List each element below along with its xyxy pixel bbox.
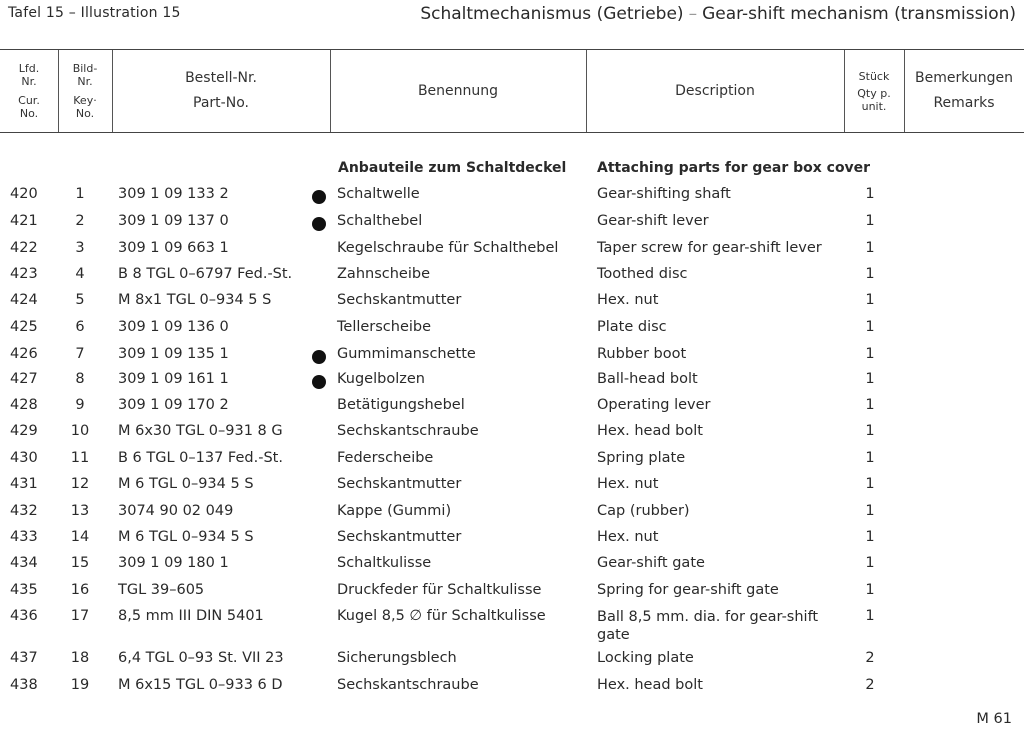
quantity: 1 [865, 240, 875, 256]
current-no: 428 [10, 397, 38, 413]
key-no: 17 [70, 608, 90, 624]
description: Taper screw for gear-shift lever [597, 240, 822, 256]
description: Locking plate [597, 650, 694, 666]
quantity: 1 [865, 346, 875, 362]
current-no: 438 [10, 677, 38, 693]
description: Spring for gear-shift gate [597, 582, 779, 598]
part-no: 309 1 09 137 0 [118, 213, 229, 229]
table-row [0, 650, 1024, 670]
part-no: 309 1 09 135 1 [118, 346, 229, 362]
quantity: 1 [865, 555, 875, 571]
part-no: B 6 TGL 0–137 Fed.-St. [118, 450, 283, 466]
benennung: Sicherungsblech [337, 650, 457, 666]
benennung: Betätigungshebel [337, 397, 465, 413]
quantity: 2 [865, 650, 875, 666]
table-row [0, 608, 1024, 643]
benennung: Zahnscheibe [337, 266, 430, 282]
header-text: Bemerkungen [914, 70, 1014, 86]
part-no: 309 1 09 663 1 [118, 240, 229, 256]
quantity: 1 [865, 371, 875, 387]
table-row [0, 476, 1024, 496]
benennung: Sechskantmutter [337, 292, 462, 308]
current-no: 420 [10, 186, 38, 202]
header-text: Qty p. [857, 86, 891, 100]
current-no: 425 [10, 319, 38, 335]
table-row [0, 213, 1024, 233]
benennung: Federscheibe [337, 450, 434, 466]
part-no: M 6 TGL 0–934 5 S [118, 476, 254, 492]
quantity: 1 [865, 529, 875, 545]
description: Hex. nut [597, 529, 659, 545]
header-qty [844, 50, 904, 132]
current-no: 437 [10, 650, 38, 666]
quantity: 1 [865, 608, 875, 624]
section-heading-en: Attaching parts for gear box cover [597, 160, 871, 176]
key-no: 9 [75, 397, 85, 413]
current-no: 422 [10, 240, 38, 256]
title-de: Schaltmechanismus (Getriebe) [420, 4, 684, 24]
description: Gear-shift gate [597, 555, 705, 571]
quantity: 1 [865, 476, 875, 492]
table-row [0, 450, 1024, 470]
part-no: M 8x1 TGL 0–934 5 S [118, 292, 272, 308]
page-title [420, 4, 1016, 24]
quantity: 1 [865, 423, 875, 439]
bullet-dot-icon [312, 350, 326, 364]
title-separator: – [688, 4, 698, 24]
table-row [0, 319, 1024, 339]
key-no: 3 [75, 240, 85, 256]
header-benennung [330, 50, 586, 132]
key-no: 1 [75, 186, 85, 202]
current-no: 434 [10, 555, 38, 571]
current-no: 436 [10, 608, 38, 624]
header-text: Remarks [933, 95, 995, 111]
benennung: Druckfeder für Schaltkulisse [337, 582, 542, 598]
description: Gear-shift lever [597, 213, 709, 229]
quantity: 1 [865, 186, 875, 202]
current-no: 432 [10, 503, 38, 519]
quantity: 1 [865, 503, 875, 519]
key-no: 10 [70, 423, 90, 439]
benennung: Schaltkulisse [337, 555, 432, 571]
key-no: 11 [70, 450, 90, 466]
header-text: Part-No. [193, 95, 249, 111]
plate-label: Tafel 15 – Illustration 15 [8, 5, 181, 21]
table-row [0, 346, 1024, 366]
table-row [0, 292, 1024, 312]
table-row [0, 503, 1024, 523]
header-text: Lfd. [18, 62, 40, 75]
table-row [0, 529, 1024, 549]
header-part-no [112, 50, 330, 132]
part-no: M 6x30 TGL 0–931 8 G [118, 423, 283, 439]
quantity: 1 [865, 213, 875, 229]
quantity: 1 [865, 397, 875, 413]
part-no: B 8 TGL 0–6797 Fed.-St. [118, 266, 293, 282]
quantity: 1 [865, 319, 875, 335]
part-no: M 6x15 TGL 0–933 6 D [118, 677, 283, 693]
header-text: Description [675, 82, 755, 99]
description: Cap (rubber) [597, 503, 690, 519]
description: Hex. nut [597, 292, 659, 308]
key-no: 6 [75, 319, 85, 335]
header-text: Stück [858, 69, 890, 83]
description: Toothed disc [597, 266, 688, 282]
header-text: Benennung [417, 82, 499, 99]
table-row [0, 186, 1024, 206]
part-no: 6,4 TGL 0–93 St. VII 23 [118, 650, 284, 666]
benennung: Sechskantmutter [337, 476, 462, 492]
table-row [0, 371, 1024, 391]
key-no: 16 [70, 582, 90, 598]
part-no: 309 1 09 136 0 [118, 319, 229, 335]
benennung: Sechskantschraube [337, 677, 479, 693]
quantity: 1 [865, 582, 875, 598]
table-row [0, 677, 1024, 697]
description: Hex. head bolt [597, 423, 703, 439]
description: Ball-head bolt [597, 371, 698, 387]
current-no: 433 [10, 529, 38, 545]
benennung: Schaltwelle [337, 186, 420, 202]
description: Hex. head bolt [597, 677, 703, 693]
description: Ball 8,5 mm. dia. for gear-shift gate [597, 609, 819, 643]
header-text: No. [19, 107, 39, 120]
current-no: 426 [10, 346, 38, 362]
quantity: 1 [865, 292, 875, 308]
description: Spring plate [597, 450, 686, 466]
header-description [586, 50, 844, 132]
title-en: Gear-shift mechanism (transmission) [702, 4, 1016, 24]
quantity: 2 [865, 677, 875, 693]
table-row [0, 582, 1024, 602]
current-no: 421 [10, 213, 38, 229]
key-no: 19 [70, 677, 90, 693]
part-no: 309 1 09 170 2 [118, 397, 229, 413]
bullet-dot-icon [312, 190, 326, 204]
header-text: Cur. [18, 94, 40, 107]
current-no: 427 [10, 371, 38, 387]
current-no: 431 [10, 476, 38, 492]
header-text: Nr. [77, 75, 93, 88]
header-text: Bestell-Nr. [185, 70, 257, 86]
description: Gear-shifting shaft [597, 186, 731, 202]
page-number: M 61 [976, 711, 1012, 727]
current-no: 429 [10, 423, 38, 439]
benennung: Kugelbolzen [337, 371, 425, 387]
header-text: unit. [861, 99, 887, 113]
description: Rubber boot [597, 346, 687, 362]
current-no: 435 [10, 582, 38, 598]
header-remarks [904, 50, 1024, 132]
part-no: 309 1 09 161 1 [118, 371, 229, 387]
benennung: Gummimanschette [337, 346, 476, 362]
part-no: 8,5 mm III DIN 5401 [118, 608, 264, 624]
benennung: Sechskantschraube [337, 423, 479, 439]
description: Operating lever [597, 397, 711, 413]
header-text: Bild- [72, 62, 98, 75]
table-row [0, 266, 1024, 286]
part-no: M 6 TGL 0–934 5 S [118, 529, 254, 545]
key-no: 8 [75, 371, 85, 387]
bullet-dot-icon [312, 217, 326, 231]
benennung: Schalthebel [337, 213, 423, 229]
table-row [0, 423, 1024, 443]
key-no: 5 [75, 292, 85, 308]
key-no: 15 [70, 555, 90, 571]
key-no: 18 [70, 650, 90, 666]
header-current-no [0, 50, 58, 132]
header-text: Nr. [21, 75, 37, 88]
key-no: 13 [70, 503, 90, 519]
quantity: 1 [865, 266, 875, 282]
key-no: 12 [70, 476, 90, 492]
benennung: Tellerscheibe [337, 319, 432, 335]
section-heading-de: Anbauteile zum Schaltdeckel [338, 160, 567, 176]
key-no: 14 [70, 529, 90, 545]
current-no: 423 [10, 266, 38, 282]
benennung: Kappe (Gummi) [337, 503, 452, 519]
table-row [0, 240, 1024, 260]
benennung: Sechskantmutter [337, 529, 462, 545]
header-key-no [58, 50, 112, 132]
key-no: 7 [75, 346, 85, 362]
benennung: Kugel 8,5 ∅ für Schaltkulisse [337, 608, 546, 624]
bullet-dot-icon [312, 375, 326, 389]
quantity: 1 [865, 450, 875, 466]
benennung: Kegelschraube für Schalthebel [337, 240, 559, 256]
current-no: 424 [10, 292, 38, 308]
table-row [0, 397, 1024, 417]
header-text: No. [75, 107, 95, 120]
description: Hex. nut [597, 476, 659, 492]
part-no: 309 1 09 133 2 [118, 186, 229, 202]
table-row [0, 555, 1024, 575]
key-no: 4 [75, 266, 85, 282]
key-no: 2 [75, 213, 85, 229]
table-header [0, 49, 1024, 133]
current-no: 430 [10, 450, 38, 466]
header-text: Key· [73, 94, 97, 107]
part-no: 3074 90 02 049 [118, 503, 234, 519]
part-no: 309 1 09 180 1 [118, 555, 229, 571]
part-no: TGL 39–605 [118, 582, 205, 598]
description: Plate disc [597, 319, 667, 335]
